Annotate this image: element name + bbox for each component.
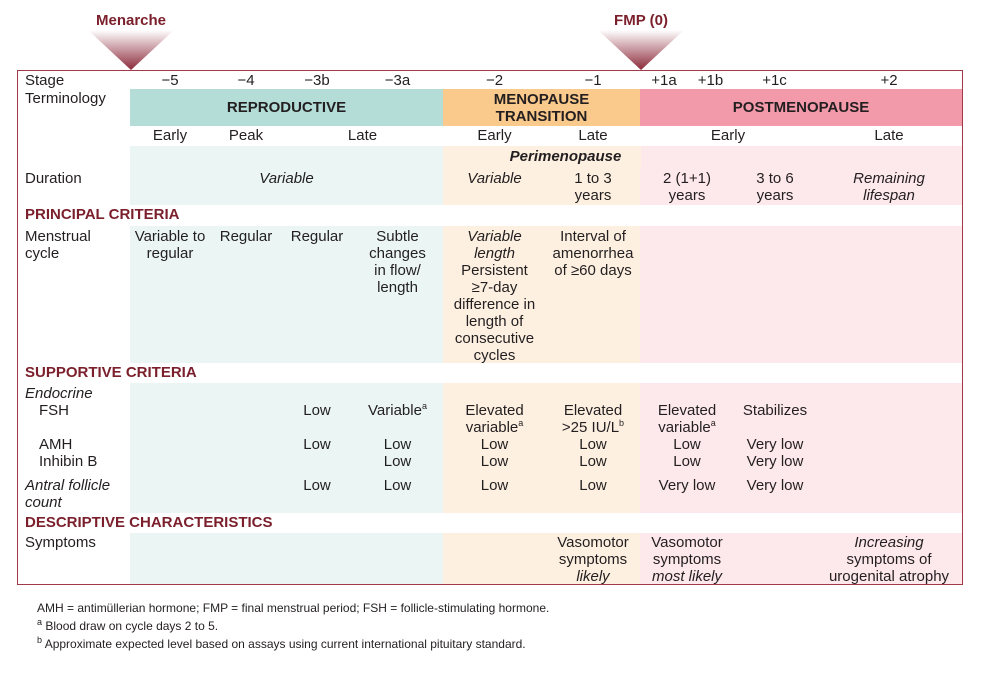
- amh-minus3a: Low: [383, 436, 412, 453]
- endocrine-plus1ab: [640, 383, 735, 477]
- stage-minus4: −4: [210, 70, 283, 90]
- antral-label: Antral follicle count: [17, 476, 131, 514]
- footnote-a-mark: a: [710, 418, 716, 428]
- amh-minus3b: Low: [303, 436, 331, 453]
- footnote-a-marker: a: [37, 617, 43, 627]
- symptoms-minus4: [210, 533, 283, 585]
- antral-minus5: [130, 476, 211, 514]
- symptoms-label: Symptoms: [17, 533, 131, 585]
- stage-plus2: +2: [816, 70, 963, 90]
- perimenopause-label: Perimenopause: [443, 146, 689, 169]
- symptoms-plus1ab-italic: most likely: [651, 568, 722, 585]
- amh-label: AMH: [39, 436, 73, 453]
- phase-early-transition: Early: [443, 126, 547, 147]
- duration-plus1c: 3 to 6 years: [734, 168, 817, 206]
- symptoms-minus2: [443, 533, 547, 585]
- amh-plus1ab: Low: [673, 436, 701, 453]
- menstrual-minus2-italic: Variable length: [467, 228, 522, 262]
- descriptive-characteristics-header: DESCRIPTIVE CHARACTERISTICS: [17, 513, 963, 534]
- symptoms-plus2: [816, 533, 963, 585]
- footnote-b-marker: b: [37, 635, 43, 645]
- fsh-minus3a: [354, 402, 441, 419]
- stage-plus1b: +1b: [688, 70, 734, 90]
- amh-minus1: Low: [579, 436, 607, 453]
- menstrual-plus1ab: [640, 226, 735, 364]
- symptoms-plus1c: [734, 533, 817, 585]
- endocrine-minus4: [210, 383, 283, 477]
- phase-early-post: Early: [640, 126, 817, 147]
- endocrine-label-cell: [17, 383, 131, 477]
- inhibin-minus3a: Low: [383, 453, 412, 470]
- symptoms-minus5: [130, 533, 211, 585]
- stage-plus1a: +1a: [640, 70, 689, 90]
- endocrine-minus1: [546, 383, 641, 477]
- postmenopause-band: POSTMENOPAUSE: [640, 89, 963, 127]
- inhibin-minus2: Low: [480, 453, 509, 470]
- duration-minus2: Variable: [443, 168, 547, 206]
- supportive-criteria-header: SUPPORTIVE CRITERIA: [17, 363, 963, 384]
- duration-plus2: Remaining lifespan: [816, 168, 963, 206]
- symptoms-minus3a: [352, 533, 444, 585]
- stage-minus3b: −3b: [282, 70, 353, 90]
- duration-minus1: 1 to 3 years: [546, 168, 641, 206]
- fsh-minus2: [445, 402, 544, 436]
- endocrine-minus3a: [352, 383, 444, 477]
- menstrual-minus5: Variable to regular: [130, 226, 211, 364]
- inhibin-plus1c: Very low: [746, 453, 804, 470]
- symptoms-plus2-italic: Increasing: [854, 534, 924, 551]
- stage-plus1c: +1c: [733, 70, 817, 90]
- antral-minus4: [210, 476, 283, 514]
- fsh-minus1: [548, 402, 638, 436]
- endocrine-plus1c: [734, 383, 817, 477]
- fsh-minus1-text: Elevated >25 IU/L: [561, 402, 623, 436]
- menstrual-minus2-text: Persistent ≥7-day difference in length of consecutive cycles: [453, 262, 536, 364]
- stage-minus2: −2: [443, 70, 547, 90]
- duration-label: Duration: [17, 168, 131, 206]
- symptoms-minus1-italic: likely: [576, 568, 610, 585]
- menstrual-minus1: Interval of amenorrhea of ≥60 days: [546, 226, 641, 364]
- endocrine-minus3b: [282, 383, 353, 477]
- menopause-transition-text: MENOPAUSE TRANSITION: [493, 91, 590, 125]
- footnote-a-mark: a: [518, 418, 524, 428]
- antral-plus1c: Very low: [734, 476, 817, 514]
- stage-label: Stage: [17, 70, 131, 90]
- symptoms-plus1ab: [640, 533, 735, 585]
- symptoms-minus1-text: Vasomotor symptoms: [557, 534, 629, 568]
- endocrine-minus5: [130, 383, 211, 477]
- menopause-transition-band: [443, 89, 641, 127]
- symptoms-plus2-text: symptoms of urogenital atrophy: [828, 551, 950, 585]
- duration-plus1ab: 2 (1+1) years: [640, 168, 735, 206]
- inhibin-label: Inhibin B: [39, 453, 98, 470]
- footnote-a-mark: a: [421, 401, 427, 411]
- footnote-b-mark: b: [619, 418, 625, 428]
- endocrine-minus2: [443, 383, 547, 477]
- symptoms-plus1ab-text: Vasomotor symptoms: [651, 534, 723, 568]
- endocrine-label: Endocrine: [25, 385, 93, 402]
- antral-plus1ab: Very low: [640, 476, 735, 514]
- amh-plus1c: Very low: [746, 436, 804, 453]
- phase-early-repro: Early: [130, 126, 211, 147]
- menstrual-plus2: [816, 226, 963, 364]
- fsh-label: FSH: [39, 402, 69, 419]
- phase-late-repro: Late: [282, 126, 444, 147]
- antral-minus3b: Low: [282, 476, 353, 514]
- inhibin-plus1ab: Low: [673, 453, 701, 470]
- principal-criteria-header: PRINCIPAL CRITERIA: [17, 205, 963, 227]
- footnote-b-text: Approximate expected level based on assays using current international pituitary standard.: [42, 637, 526, 651]
- fsh-minus3b: Low: [303, 402, 331, 419]
- fsh-minus2-text: Elevated variable: [465, 402, 524, 436]
- terminology-label: Terminology: [17, 89, 131, 169]
- footnote-b: [37, 637, 526, 651]
- perimenopause-blank-post1: [688, 146, 817, 169]
- footnote-a: [37, 619, 218, 633]
- stage-minus5: −5: [130, 70, 211, 90]
- antral-minus2: Low: [443, 476, 547, 514]
- amh-minus2: Low: [480, 436, 509, 453]
- stage-minus3a: −3a: [352, 70, 444, 90]
- endocrine-plus2: [816, 383, 963, 477]
- antral-minus1: Low: [546, 476, 641, 514]
- fsh-minus3a-text: Variable: [368, 402, 422, 419]
- menstrual-minus3b: Regular: [282, 226, 353, 364]
- phase-late-post: Late: [816, 126, 963, 147]
- footnote-a-text: Blood draw on cycle days 2 to 5.: [42, 619, 219, 633]
- menstrual-label: Menstrual cycle: [17, 226, 131, 364]
- antral-plus2: [816, 476, 963, 514]
- menstrual-minus2: [443, 226, 547, 364]
- phase-late-transition: Late: [546, 126, 641, 147]
- duration-repro: Variable: [130, 168, 444, 206]
- symptoms-minus3b: [282, 533, 353, 585]
- fsh-plus1c: Stabilizes: [742, 402, 808, 419]
- fsh-plus1ab: [642, 402, 732, 436]
- menstrual-minus4: Regular: [210, 226, 283, 364]
- antral-minus3a: Low: [352, 476, 444, 514]
- reproductive-band: REPRODUCTIVE: [130, 89, 444, 127]
- symptoms-minus1: [546, 533, 641, 585]
- perimenopause-blank-post2: [816, 146, 963, 169]
- phase-peak: Peak: [210, 126, 283, 147]
- footnote-abbreviations: AMH = antimüllerian hormone; FMP = final menstrual period; FSH = follicle-stimulating hormone.: [37, 601, 550, 615]
- inhibin-minus1: Low: [579, 453, 607, 470]
- fsh-plus1ab-text: Elevated variable: [657, 402, 717, 436]
- menstrual-minus3a: Subtle changes in flow/ length: [352, 226, 444, 364]
- perimenopause-blank-repro: [130, 146, 444, 169]
- menarche-label: Menarche: [95, 12, 167, 29]
- menstrual-plus1c: [734, 226, 817, 364]
- fmp-label: FMP (0): [614, 12, 668, 29]
- stage-minus1: −1: [546, 70, 641, 90]
